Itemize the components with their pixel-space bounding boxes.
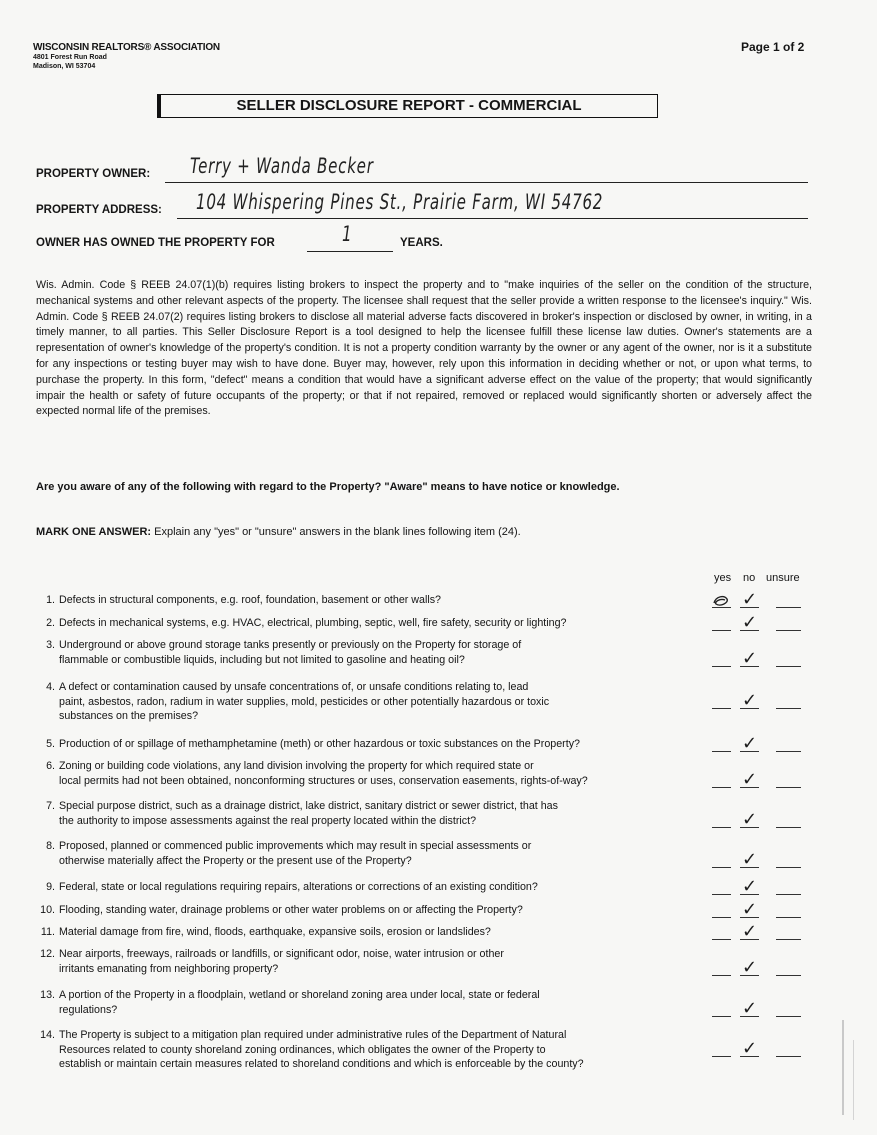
answer-checkmark: ✓ bbox=[742, 809, 758, 830]
item-text: A defect or contamination caused by unsafe concentrations of, or unsafe conditions relating to, lead bbox=[59, 681, 529, 693]
item-number: 10. bbox=[40, 904, 55, 916]
answer-checkmark: ✓ bbox=[742, 589, 758, 610]
answer-blank-unsure[interactable] bbox=[776, 787, 801, 788]
item-number: 7. bbox=[46, 800, 55, 812]
page-edge-shadow-2 bbox=[853, 1040, 854, 1120]
disclosure-item-line bbox=[40, 1028, 700, 1043]
answer-blank-unsure[interactable] bbox=[776, 894, 801, 895]
item-text: Flooding, standing water, drainage problems or other water problems on or affecting the Property? bbox=[59, 904, 523, 916]
item-number: 8. bbox=[46, 840, 55, 852]
property-address-line bbox=[177, 218, 808, 219]
answer-blank-yes[interactable] bbox=[712, 939, 731, 940]
item-number: 14. bbox=[40, 1029, 55, 1041]
disclosure-item bbox=[40, 839, 700, 868]
answer-blank-yes[interactable] bbox=[712, 708, 731, 709]
answer-blank-yes[interactable] bbox=[712, 917, 731, 918]
answer-checkmark: ✓ bbox=[742, 612, 758, 633]
answer-blank-yes[interactable] bbox=[712, 894, 731, 895]
disclosure-item bbox=[40, 925, 700, 940]
answer-checkmark: ✓ bbox=[742, 899, 758, 920]
association-address-line-2: Madison, WI 53704 bbox=[33, 63, 96, 70]
item-text: Defects in structural components, e.g. roof, foundation, basement or other walls? bbox=[59, 594, 441, 606]
page-edge-shadow bbox=[842, 1020, 844, 1115]
disclosure-item-line: the authority to impose assessments against the real property located within the district? bbox=[59, 814, 477, 827]
answer-blank-yes[interactable] bbox=[712, 1056, 731, 1057]
disclosure-item bbox=[40, 759, 700, 788]
disclosure-item bbox=[40, 988, 700, 1017]
item-text: Zoning or building code violations, any land division involving the property for which required state or bbox=[59, 760, 534, 772]
property-address-label: PROPERTY ADDRESS: bbox=[36, 204, 162, 216]
disclosure-item-line bbox=[40, 947, 700, 962]
disclosure-item bbox=[40, 799, 700, 828]
column-unsure: unsure bbox=[766, 572, 800, 584]
property-owner-value[interactable]: Terry + Wanda Becker bbox=[190, 154, 374, 178]
item-text: The Property is subject to a mitigation plan required under administrative rules of the Department of Natural bbox=[59, 1029, 567, 1041]
item-text: Proposed, planned or commenced public improvements which may result in special assessments or bbox=[59, 840, 532, 852]
disclosure-item bbox=[40, 638, 700, 667]
column-yes: yes bbox=[714, 572, 732, 584]
answer-blank-unsure[interactable] bbox=[776, 751, 801, 752]
item-text: Special purpose district, such as a drainage district, lake district, sanitary district or sewer district, that has bbox=[59, 800, 558, 812]
disclosure-item-line: local permits had not been obtained, nonconforming structures or uses, conservation easements, rights-of-way? bbox=[59, 774, 588, 787]
item-number: 3. bbox=[46, 639, 55, 651]
answer-checkmark: ✓ bbox=[742, 876, 758, 897]
disclosure-item-line: otherwise materially affect the Property or the present use of the Property? bbox=[59, 854, 412, 867]
answer-checkmark: ✓ bbox=[742, 769, 758, 790]
disclosure-item-line bbox=[40, 737, 700, 752]
item-number: 6. bbox=[46, 760, 55, 772]
disclosure-item-line: Resources related to county shoreland zoning ordinances, which obligates the owner of the Property to bbox=[59, 1043, 546, 1056]
property-address-value[interactable]: 104 Whispering Pines St., Prairie Farm, WI 54762 bbox=[196, 190, 604, 214]
disclosure-item bbox=[40, 616, 700, 631]
property-owner-label: PROPERTY OWNER: bbox=[36, 168, 151, 180]
page-number: Page 1 of 2 bbox=[741, 40, 805, 54]
answer-blank-unsure[interactable] bbox=[776, 939, 801, 940]
disclosure-item-line: regulations? bbox=[59, 1003, 118, 1016]
answer-blank-unsure[interactable] bbox=[776, 630, 801, 631]
answer-blank-yes[interactable] bbox=[712, 867, 731, 868]
answer-checkmark: ✓ bbox=[742, 957, 758, 978]
disclosure-item bbox=[40, 947, 700, 976]
association-address-line-1: 4801 Forest Run Road bbox=[33, 54, 107, 61]
disclosure-item-line bbox=[40, 799, 700, 814]
answer-checkmark: ✓ bbox=[742, 1038, 758, 1059]
item-number: 1. bbox=[46, 594, 55, 606]
form-title: SELLER DISCLOSURE REPORT - COMMERCIAL bbox=[157, 94, 658, 118]
answer-blank-yes[interactable] bbox=[712, 630, 731, 631]
answer-blank-unsure[interactable] bbox=[776, 607, 801, 608]
disclosure-item-line bbox=[40, 616, 700, 631]
item-number: 12. bbox=[40, 948, 55, 960]
answer-blank-unsure[interactable] bbox=[776, 827, 801, 828]
answer-blank-yes[interactable] bbox=[712, 975, 731, 976]
item-text: Near airports, freeways, railroads or landfills, or significant odor, noise, water intrusion or other bbox=[59, 948, 504, 960]
answer-blank-yes[interactable] bbox=[712, 666, 731, 667]
property-owner-line bbox=[165, 182, 808, 183]
disclosure-item-line: irritants emanating from neighboring property? bbox=[59, 962, 279, 975]
disclosure-item bbox=[40, 880, 700, 895]
disclosure-item-line: paint, asbestos, radon, radium in water supplies, mold, pesticides or other potentially hazardous or toxic bbox=[59, 695, 550, 708]
item-number: 4. bbox=[46, 681, 55, 693]
item-text: Production of or spillage of methamphetamine (meth) or other hazardous or toxic substances on the Property? bbox=[59, 738, 580, 750]
item-number: 11. bbox=[40, 926, 55, 938]
mark-one-text: Explain any "yes" or "unsure" answers in the blank lines following item (24). bbox=[154, 526, 521, 538]
years-owned-line bbox=[307, 251, 393, 252]
mark-one-label: MARK ONE ANSWER: bbox=[36, 526, 152, 538]
answer-blank-yes[interactable] bbox=[712, 1016, 731, 1017]
item-text: A portion of the Property in a floodplain, wetland or shoreland zoning area under local, state or federal bbox=[59, 989, 540, 1001]
scribbled-out-mark bbox=[712, 594, 730, 608]
disclosure-item-line bbox=[40, 903, 700, 918]
disclosure-item bbox=[40, 737, 700, 752]
disclosure-item-line bbox=[40, 988, 700, 1003]
disclosure-item-line: establish or maintain certain measures related to shoreland conditions and which is enforceable by the county? bbox=[59, 1058, 584, 1070]
answer-blank-unsure[interactable] bbox=[776, 917, 801, 918]
disclosure-item-line: flammable or combustible liquids, including but not limited to gasoline and heating oil? bbox=[59, 653, 465, 666]
disclosure-item-line bbox=[40, 759, 700, 774]
disclosure-item-line bbox=[40, 880, 700, 895]
item-number: 5. bbox=[46, 738, 55, 750]
answer-blank-yes[interactable] bbox=[712, 751, 731, 752]
answer-blank-yes[interactable] bbox=[712, 787, 731, 788]
item-number: 9. bbox=[46, 881, 55, 893]
disclosure-item-line bbox=[40, 593, 700, 608]
answer-blank-unsure[interactable] bbox=[776, 1016, 801, 1017]
answer-blank-unsure[interactable] bbox=[776, 1056, 801, 1057]
disclosure-item-line bbox=[40, 839, 700, 854]
disclosure-item bbox=[40, 680, 700, 724]
years-owned-value[interactable]: 1 bbox=[342, 222, 353, 246]
item-text: Underground or above ground storage tanks presently or previously on the Property for storage of bbox=[59, 639, 522, 651]
item-number: 2. bbox=[46, 617, 55, 629]
answer-blank-unsure[interactable] bbox=[776, 666, 801, 667]
item-text: Material damage from fire, wind, floods, earthquake, expansive soils, erosion or landslides? bbox=[59, 926, 491, 938]
item-text: Defects in mechanical systems, e.g. HVAC, electrical, plumbing, septic, well, fire safety, security or lighting? bbox=[59, 617, 567, 629]
answer-blank-unsure[interactable] bbox=[776, 708, 801, 709]
answer-checkmark: ✓ bbox=[742, 849, 758, 870]
awareness-question: Are you aware of any of the following with regard to the Property? "Aware" means to have notice or knowledge. bbox=[36, 481, 620, 493]
answer-checkmark: ✓ bbox=[742, 733, 758, 754]
item-number: 13. bbox=[40, 989, 55, 1001]
disclosure-item-line bbox=[40, 680, 700, 695]
disclosure-item-line bbox=[40, 925, 700, 940]
column-no: no bbox=[743, 572, 756, 584]
item-text: Federal, state or local regulations requiring repairs, alterations or corrections of an existing condition? bbox=[59, 881, 538, 893]
disclosure-item bbox=[40, 1028, 700, 1072]
answer-checkmark: ✓ bbox=[742, 690, 758, 711]
answer-checkmark: ✓ bbox=[742, 648, 758, 669]
years-label: YEARS. bbox=[400, 237, 443, 249]
disclosure-item-line bbox=[40, 638, 700, 653]
answer-blank-yes[interactable] bbox=[712, 827, 731, 828]
association-name: WISCONSIN REALTORS® ASSOCIATION bbox=[33, 42, 220, 53]
disclosure-item-line: substances on the premises? bbox=[59, 710, 199, 722]
answer-checkmark: ✓ bbox=[742, 921, 758, 942]
answer-checkmark: ✓ bbox=[742, 998, 758, 1019]
legal-intro-paragraph: Wis. Admin. Code § REEB 24.07(1)(b) requires listing brokers to inspect the property and to "make inquiries of the seller on the condition of the structure, mechanical systems and other relevant aspects of the property. The licensee shall request that the seller provide a written response to the licensee's inquiry." Wis. Admin. Code § REEB 24.07(2) requires listing brokers to disclose all material adverse facts discovered in broker's inspection or disclosed by owner, in writing, in a timely manner, to all parties. This Seller Disclosure Report is a tool designed to help the licensee fulfill these license law duties. Owner's statements are a representation of owner's knowledge of the property's condition. It is not a property condition warranty by the owner or any agent of the owner, nor is it a substitute for any inspections or testing buyer may wish to have done. Buyer may, however, rely upon this information in deciding whether or not, or upon what terms, to purchase the property. In this form, "defect" means a condition that would have a significant adverse effect on the value of the property; that would significantly impair the health or safety of future occupants of the property; or that if not repaired, removed or replaced would significantly shorten or adversely affect the expected normal life of the premises. bbox=[36, 279, 812, 418]
mark-one-instruction bbox=[36, 526, 521, 538]
disclosure-item bbox=[40, 593, 700, 608]
answer-blank-unsure[interactable] bbox=[776, 867, 801, 868]
years-owned-label: OWNER HAS OWNED THE PROPERTY FOR bbox=[36, 237, 275, 249]
answer-blank-unsure[interactable] bbox=[776, 975, 801, 976]
disclosure-item bbox=[40, 903, 700, 918]
